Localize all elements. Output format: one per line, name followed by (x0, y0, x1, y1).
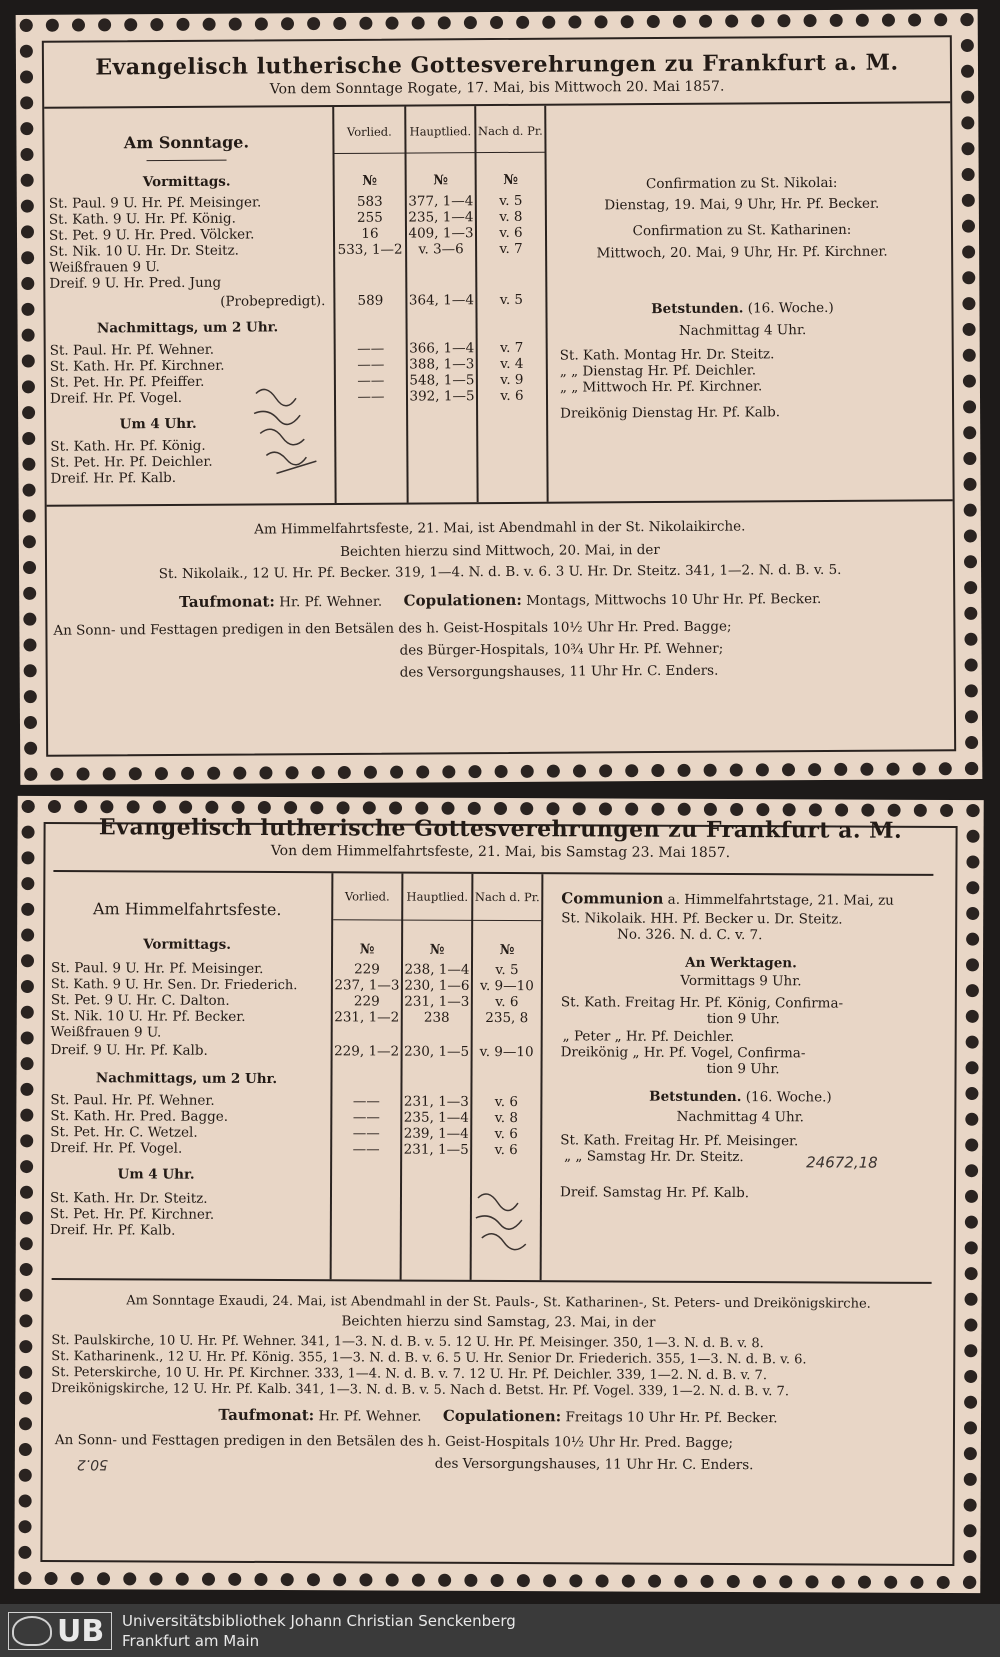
festtage-line: des Versorgungshauses, 11 Uhr Hr. C. Enders. (399, 662, 719, 681)
betstunden-week: (16. Woche.) (747, 299, 834, 317)
beichten-detail: St. Paulskirche, 10 U. Hr. Pf. Wehner. 341, 1—3. N. d. B. v. 5. 12 U. Hr. Pf. Meisinger. 350, 1—3. N. d. B. v. 8. (51, 1333, 764, 1352)
festtage-line: des Versorgungshauses, 11 Uhr Hr. C. Enders. (434, 1455, 754, 1474)
hauptlied-value: 239, 1—4 (403, 1125, 469, 1142)
werktagen-line: „ Peter „ Hr. Pf. Deichler. (562, 1028, 735, 1046)
logo-text: UB (57, 1614, 105, 1649)
werktagen-line: tion 9 Uhr. (706, 1060, 780, 1078)
service-name: St. Kath. 9 U. Hr. Pf. König. (48, 210, 236, 228)
morning-label: Vormittags. (143, 936, 231, 953)
betstunden-title: Betstunden. (651, 300, 744, 318)
service-name: Dreif. Hr. Pf. Kalb. (50, 469, 177, 487)
hauptlied-value: 238 (423, 1009, 450, 1026)
four-label: Um 4 Uhr. (117, 1166, 195, 1183)
betstunden-line: „ „ Dienstag Hr. Pf. Deichler. (559, 362, 757, 380)
vorlied-value: —— (352, 1093, 380, 1110)
betstunden-heading (557, 299, 927, 318)
hauptlied-value: 366, 1—4 (409, 340, 475, 357)
festtage-line: des Bürger-Hospitals, 10¾ Uhr Hr. Pf. Wehner; (399, 640, 724, 659)
nach-value: v. 5 (495, 961, 519, 979)
afternoon-label: Nachmittags, um 2 Uhr. (96, 319, 279, 337)
copulationen-text: Montags, Mittwochs 10 Uhr Hr. Pf. Becker. (526, 591, 822, 609)
beichten-line: Beichten hierzu sind Mittwoch, 20. Mai, in der (340, 542, 660, 560)
nach-value: v. 8 (499, 208, 523, 225)
nach-value: v. 6 (500, 387, 524, 404)
service-name: St. Pet. Hr. Pf. Pfeiffer. (49, 373, 205, 391)
beichten-detail: St. Nikolaik., 12 U. Hr. Pf. Becker. 319, 1—4. N. d. B. v. 6. 3 U. Hr. Dr. Steitz. 341, 1—2. N. d. B. v. 5. (158, 561, 842, 583)
betstunden-line: Dreif. Samstag Hr. Pf. Kalb. (559, 1184, 750, 1202)
werktagen-title: An Werktagen. (685, 954, 797, 972)
service-name: St. Paul. Hr. Pf. Wehner. (49, 341, 215, 359)
pencil-scribble (468, 1178, 548, 1258)
nach-value: v. 8 (494, 1109, 518, 1127)
hauptlied-value: 231, 1—3 (404, 993, 470, 1010)
hauptlied-value: 364, 1—4 (408, 292, 474, 309)
vorlied-value: —— (357, 388, 385, 405)
nach-value: v. 7 (500, 339, 524, 356)
betstunden-heading (550, 1088, 930, 1107)
taufmonat-text: Hr. Pf. Wehner. (318, 1408, 422, 1425)
service-name: Dreif. 9 U. Hr. Pred. Jung (49, 274, 222, 292)
vorlied-value: 229 (353, 993, 380, 1010)
morning-label: Vormittags. (142, 173, 231, 191)
service-name: St. Kath. Hr. Pred. Bagge. (50, 1108, 229, 1125)
library-footer (0, 1604, 1000, 1657)
vorlied-value: 229 (354, 961, 380, 978)
service-name: Dreif. 9 U. Hr. Pf. Kalb. (50, 1042, 208, 1059)
service-name: St. Kath. Hr. Pf. König. (50, 437, 206, 455)
vorlied-value: —— (352, 1125, 380, 1142)
nach-value: v. 4 (500, 355, 524, 372)
werktagen-line: Dreikönig „ Hr. Pf. Vogel, Confirma- (560, 1044, 806, 1062)
betstunden-line: Dreikönig Dienstag Hr. Pf. Kalb. (560, 404, 781, 422)
vorlied-value: —— (357, 340, 385, 357)
service-name: Weißfrauen 9 U. (49, 259, 160, 276)
werktagen-time: Vormittags 9 Uhr. (680, 972, 802, 990)
service-name: Dreif. Hr. Pf. Vogel. (49, 389, 183, 407)
beichten-detail: St. Peterskirche, 10 U. Hr. Pf. Kirchner. 333, 1—4. N. d. B. v. 7. 12 U. Hr. Pf. Deichler. 339, 1—2. N. d. B. v. 7. (51, 1365, 768, 1384)
sheet1-title: Evangelisch lutherische Gottesverehrungen zu Frankfurt a. M. (95, 49, 899, 81)
nach-value: v. 5 (499, 291, 524, 308)
hauptlied-value: 238, 1—4 (404, 961, 470, 978)
service-name: St. Kath. 9 U. Hr. Sen. Dr. Friederich. (50, 977, 298, 994)
taufmonat-label: Taufmonat: (218, 1405, 315, 1425)
hauptlied-value: 231, 1—5 (403, 1141, 469, 1158)
vorlied-value: 533, 1—2 (337, 241, 403, 258)
number-sign: № (429, 941, 445, 958)
betstunden-line: St. Kath. Montag Hr. Dr. Steitz. (559, 346, 775, 364)
vorlied-value: 16 (361, 225, 379, 242)
communion-text: a. Himmelfahrtstage, 21. Mai, zu (667, 891, 894, 909)
hauptlied-value: 392, 1—5 (409, 388, 475, 405)
hauptlied-value: 230, 1—6 (404, 977, 470, 994)
vorlied-value: 237, 1—3 (334, 977, 400, 994)
communion-heading (561, 890, 894, 909)
hauptlied-value: 230, 1—5 (404, 1043, 470, 1060)
hauptlied-value: 231, 1—3 (403, 1093, 469, 1110)
abendmahl-line: Am Sonntage Exaudi, 24. Mai, ist Abendmahl in der St. Pauls-, St. Katharinen-, St. Peters- und Dreikönigskirche. (126, 1293, 871, 1312)
beichten-line: Beichten hierzu sind Samstag, 23. Mai, in der (341, 1313, 656, 1331)
nach-value: v. 9 (500, 371, 524, 388)
nach-value: v. 6 (494, 1141, 518, 1159)
service-name: Dreif. Hr. Pf. Vogel. (50, 1140, 183, 1157)
communion-text: St. Nikolaik. HH. Pf. Becker u. Dr. Steitz. (561, 910, 843, 928)
column-head-nach: Nach d. Pr. (477, 123, 543, 139)
service-name: St. Paul. 9 U. Hr. Pf. Meisinger. (50, 960, 264, 977)
vorlied-value: 583 (356, 193, 383, 210)
nach-value: v. 9—10 (479, 977, 534, 995)
service-name: St. Pet. Hr. C. Wetzel. (50, 1124, 198, 1141)
program-sheet-1 (16, 9, 983, 785)
taufmonat-label: Taufmonat: (179, 592, 275, 611)
betstunden-line: „ „ Samstag Hr. Dr. Steitz. (564, 1148, 744, 1166)
nach-value: v. 6 (494, 1125, 518, 1143)
vorlied-value: —— (352, 1109, 380, 1126)
copulationen-text: Freitags 10 Uhr Hr. Pf. Becker. (565, 1409, 778, 1427)
confirmation-text: Dienstag, 19. Mai, 9 Uhr, Hr. Pf. Becker. (604, 195, 880, 214)
section-title: Am Sonntage. (123, 132, 250, 153)
number-sign: № (503, 171, 519, 188)
betstunden-line: St. Kath. Freitag Hr. Pf. Meisinger. (560, 1132, 799, 1150)
column-head-hauptlied: Hauptlied. (409, 124, 472, 139)
service-name: St. Pet. 9 U. Hr. C. Dalton. (50, 992, 230, 1009)
service-name: St. Pet. Hr. Pf. Kirchner. (49, 1206, 215, 1223)
service-name: St. Paul. Hr. Pf. Wehner. (50, 1092, 215, 1109)
betstunden-time: Nachmittag 4 Uhr. (678, 322, 807, 339)
beichten-detail: Dreikönigskirche, 12 U. Hr. Pf. Kalb. 341, 1—3. N. d. B. v. 5. Nach d. Betst. Hr. Pf. Vogel. 339, 1—2. N. d. B. v. 7. (51, 1381, 790, 1400)
betstunden-line: „ „ Mittwoch Hr. Pf. Kirchner. (559, 378, 763, 396)
werktagen-line: tion 9 Uhr. (706, 1010, 780, 1028)
beichten-detail: St. Katharinenk., 12 U. Hr. Pf. König. 355, 1—3. N. d. B. v. 6. 5 U. Hr. Senior Dr. Friederich. 355, 1—3. N. d. B. v. 6. (51, 1349, 807, 1368)
nach-value: 235, 8 (485, 1009, 529, 1027)
column-head-nach: Nach d. Pr. (474, 889, 540, 905)
betstunden-title: Betstunden. (649, 1088, 742, 1106)
taufmonat-text: Hr. Pf. Wehner. (279, 593, 383, 611)
sheet2-title: Evangelisch lutherische Gottesverehrungen zu Frankfurt a. M. (98, 814, 903, 844)
communion-title: Communion (561, 889, 664, 908)
festtage-line: An Sonn- und Festtagen predigen in den Betsälen des h. Geist-Hospitals 10½ Uhr Hr. Pred. Bagge; (54, 1432, 734, 1452)
pencil-scribble (246, 373, 327, 483)
number-sign: № (359, 941, 375, 958)
abendmahl-line: Am Himmelfahrtsfeste, 21. Mai, ist Abendmahl in der St. Nikolaikirche. (254, 518, 746, 538)
nach-value: v. 6 (494, 1093, 519, 1111)
hauptlied-value: v. 3—6 (418, 241, 464, 258)
hauptlied-value: 235, 1—4 (403, 1109, 469, 1126)
library-name: Universitätsbibliothek Johann Christian Senckenberg (122, 1612, 516, 1630)
nach-value: v. 6 (495, 993, 519, 1011)
vorlied-value: 231, 1—2 (334, 1009, 400, 1026)
confirmation-title: Confirmation zu St. Katharinen: (632, 221, 852, 240)
service-name: St. Kath. Hr. Dr. Steitz. (49, 1190, 208, 1207)
vorlied-value: 229, 1—2 (334, 1043, 400, 1060)
nach-value: v. 5 (499, 192, 523, 209)
hauptlied-value: 235, 1—4 (408, 209, 474, 226)
betstunden-time: Nachmittag 4 Uhr. (676, 1108, 805, 1126)
program-sheet-2 (14, 796, 983, 1593)
nach-value: v. 7 (499, 240, 523, 257)
hauptlied-value: 548, 1—5 (409, 372, 475, 389)
number-sign: № (499, 942, 515, 959)
corner-number: 50.2 (76, 1456, 109, 1473)
service-name: Weißfrauen 9 U. (50, 1024, 162, 1041)
section-title: Am Himmelfahrtsfeste. (92, 899, 282, 920)
vorlied-value: —— (352, 1141, 380, 1158)
number-sign: № (433, 172, 449, 189)
portrait-icon (12, 1616, 52, 1646)
column-head-vorlied: Vorlied. (344, 889, 390, 904)
werktagen-line: St. Kath. Freitag Hr. Pf. König, Confirma- (560, 994, 844, 1012)
service-name: St. Paul. 9 U. Hr. Pf. Meisinger. (48, 194, 262, 212)
confirmation-text: Mittwoch, 20. Mai, 9 Uhr, Hr. Pf. Kirchner. (596, 243, 888, 262)
betstunden-week: (16. Woche.) (745, 1089, 832, 1106)
service-name: Dreif. Hr. Pf. Kalb. (49, 1222, 176, 1239)
library-city: Frankfurt am Main (122, 1632, 260, 1650)
column-head-hauptlied: Hauptlied. (406, 889, 469, 904)
vorlied-value: —— (357, 372, 385, 389)
service-name: St. Pet. Hr. Pf. Deichler. (50, 453, 213, 471)
number-sign: № (362, 172, 378, 189)
hauptlied-value: 377, 1—4 (408, 193, 474, 210)
confirmation-title: Confirmation zu St. Nikolai: (645, 174, 838, 193)
hauptlied-value: 388, 1—3 (409, 356, 475, 373)
service-name: St. Kath. Hr. Pf. Kirchner. (49, 357, 225, 375)
nach-value: v. 6 (499, 224, 523, 241)
service-name: St. Nik. 10 U. Hr. Dr. Steitz. (49, 242, 240, 260)
library-logo (8, 1612, 112, 1650)
four-label: Um 4 Uhr. (119, 415, 197, 433)
vorlied-value: 589 (357, 292, 384, 309)
sheet2-subtitle: Von dem Himmelfahrtsfeste, 21. Mai, bis Samstag 23. Mai 1857. (270, 843, 731, 862)
copulationen-label: Copulationen: (442, 1406, 562, 1426)
sheet1-subtitle: Von dem Sonntage Rogate, 17. Mai, bis Mittwoch 20. Mai 1857. (269, 78, 725, 98)
column-head-vorlied: Vorlied. (346, 124, 392, 139)
festtage-line: An Sonn- und Festtagen predigen in den Betsälen des h. Geist-Hospitals 10½ Uhr Hr. Pred. Bagge; (53, 618, 732, 639)
service-name: (Probepredigt). (220, 293, 326, 310)
hauptlied-value: 409, 1—3 (408, 225, 474, 242)
vorlied-value: 255 (356, 209, 383, 226)
communion-text: No. 326. N. d. C. v. 7. (617, 926, 763, 944)
service-name: St. Pet. 9 U. Hr. Pred. Völcker. (48, 226, 255, 244)
pencil-number: 24672,18 (806, 1153, 878, 1172)
afternoon-label: Nachmittags, um 2 Uhr. (95, 1070, 278, 1088)
copulationen-label: Copulationen: (403, 590, 522, 610)
nach-value: v. 9—10 (479, 1043, 534, 1061)
vorlied-value: —— (357, 356, 385, 373)
service-name: St. Nik. 10 U. Hr. Pf. Becker. (50, 1008, 246, 1025)
